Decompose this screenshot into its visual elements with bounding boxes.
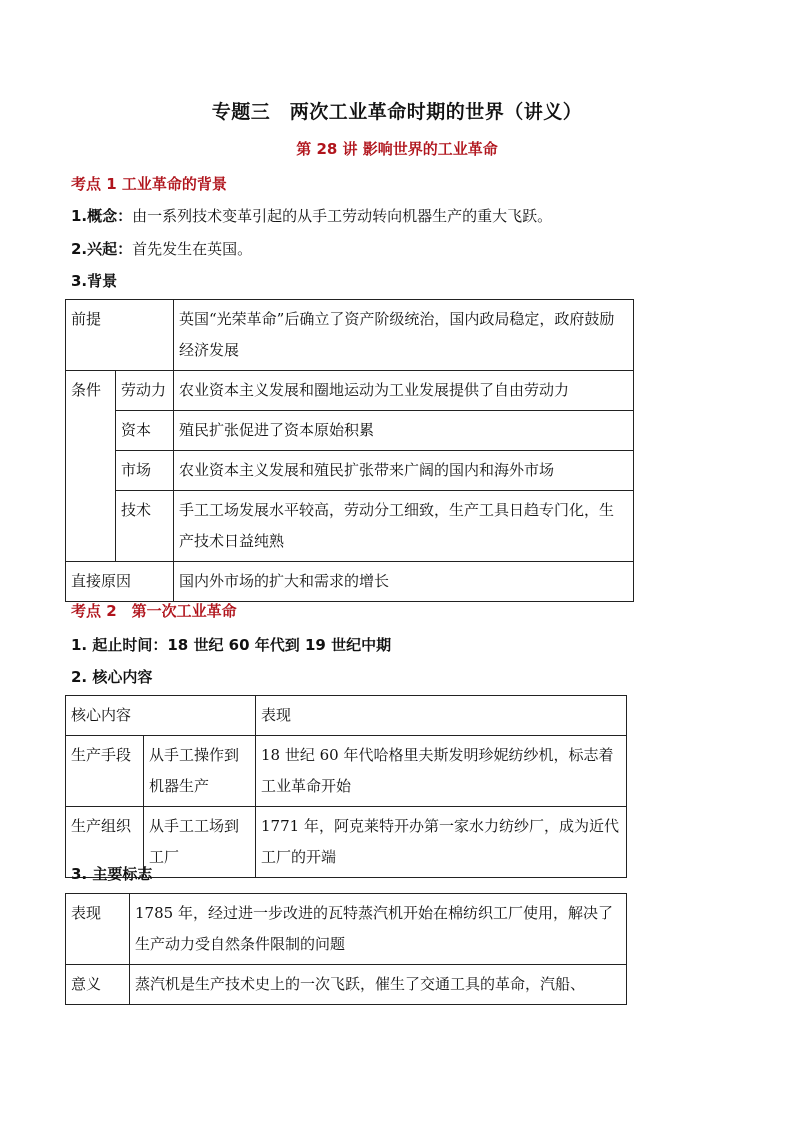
origin-label: 2.兴起： — [71, 240, 133, 258]
table-row — [66, 894, 627, 965]
table-row — [66, 736, 627, 807]
row-change: 从手工工场到工厂 — [144, 807, 256, 878]
premise-label: 前提 — [66, 300, 174, 371]
mark-label: 表现 — [66, 894, 130, 965]
table-row — [66, 562, 634, 602]
section2-heading: 考点 2 第一次工业革命 — [71, 602, 237, 620]
header-core-content: 核心内容 — [66, 696, 256, 736]
concept-line — [71, 205, 552, 226]
background-label: 3.背景 — [71, 272, 118, 290]
table-header-row — [66, 696, 627, 736]
condition-text: 农业资本主义发展和圈地运动为工业发展提供了自由劳动力 — [174, 371, 634, 411]
premise-text: 英国“光荣革命”后确立了资产阶级统治，国内政局稳定，政府鼓励经济发展 — [174, 300, 634, 371]
condition-text: 殖民扩张促进了资本原始积累 — [174, 411, 634, 451]
origin-text: 首先发生在英国。 — [132, 240, 253, 258]
table-row — [66, 965, 627, 1005]
condition-text: 手工工场发展水平较高，劳动分工细致，生产工具日趋专门化，生产技术日益纯熟 — [174, 491, 634, 562]
table-row — [66, 371, 634, 411]
table-row — [66, 491, 634, 562]
origin-line — [71, 238, 252, 259]
condition-label: 技术 — [116, 491, 174, 562]
page-title: 专题三 两次工业革命时期的世界（讲义） — [211, 101, 583, 123]
direct-cause-text: 国内外市场的扩大和需求的增长 — [174, 562, 634, 602]
row-performance: 1771 年，阿克莱特开办第一家水力纺纱厂，成为近代工厂的开端 — [256, 807, 627, 878]
core-content-table — [65, 695, 627, 878]
direct-cause-label: 直接原因 — [66, 562, 174, 602]
background-table — [65, 299, 634, 602]
conditions-label: 条件 — [66, 371, 116, 562]
main-mark-label: 3. 主要标志 — [71, 865, 153, 883]
row-change: 从手工操作到机器生产 — [144, 736, 256, 807]
table-row — [66, 411, 634, 451]
mark-text: 蒸汽机是生产技术史上的一次飞跃，催生了交通工具的革命，汽船、 — [130, 965, 627, 1005]
condition-label: 劳动力 — [116, 371, 174, 411]
time-span-line: 1. 起止时间：18 世纪 60 年代到 19 世纪中期 — [71, 636, 392, 654]
table-row — [66, 300, 634, 371]
row-category: 生产组织 — [66, 807, 144, 878]
condition-label: 资本 — [116, 411, 174, 451]
mark-text: 1785 年，经过进一步改进的瓦特蒸汽机开始在棉纺织工厂使用，解决了生产动力受自然条件限制的问题 — [130, 894, 627, 965]
table-row — [66, 451, 634, 491]
condition-text: 农业资本主义发展和殖民扩张带来广阔的国内和海外市场 — [174, 451, 634, 491]
concept-text: 由一系列技术变革引起的从手工劳动转向机器生产的重大飞跃。 — [132, 207, 553, 225]
row-performance: 18 世纪 60 年代哈格里夫斯发明珍妮纺纱机，标志着工业革命开始 — [256, 736, 627, 807]
condition-label: 市场 — [116, 451, 174, 491]
lecture-subtitle: 第 28 讲 影响世界的工业革命 — [296, 140, 498, 158]
mark-label: 意义 — [66, 965, 130, 1005]
row-category: 生产手段 — [66, 736, 144, 807]
header-performance: 表现 — [256, 696, 627, 736]
concept-label: 1.概念： — [71, 207, 133, 225]
main-mark-table — [65, 893, 627, 1005]
core-content-label: 2. 核心内容 — [71, 668, 153, 686]
section1-heading: 考点 1 工业革命的背景 — [71, 175, 227, 193]
